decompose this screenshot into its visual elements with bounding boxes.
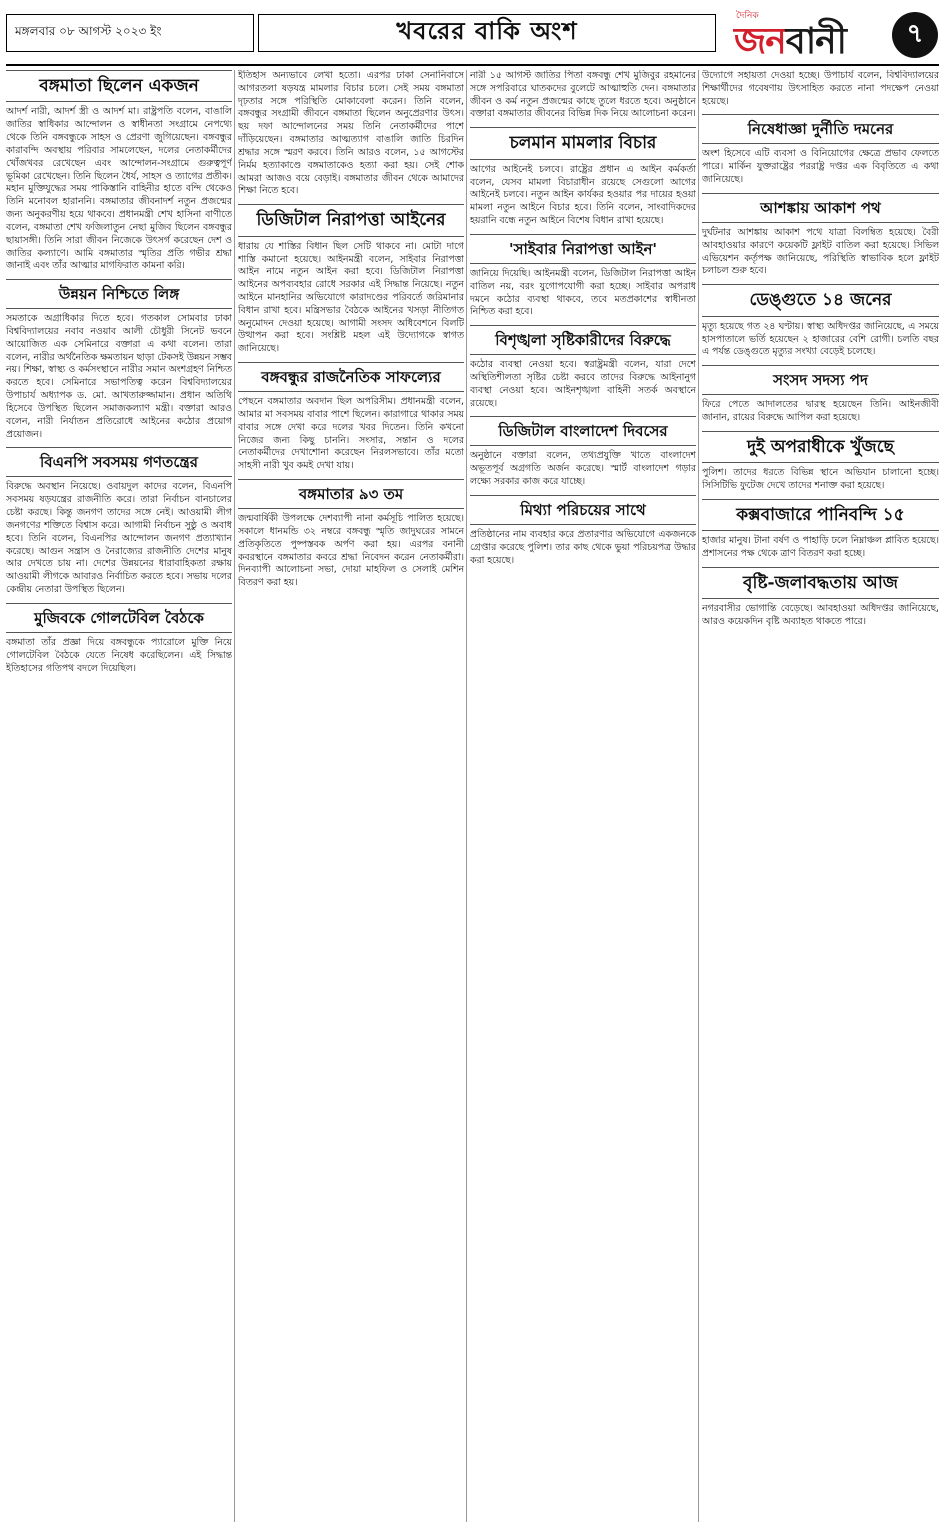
story-headline: বৃষ্টি-জলাবদ্ধতায় আজ bbox=[702, 567, 939, 599]
logo-wordmark-part-b: বানী bbox=[785, 20, 846, 62]
story-body: ইতিহাস অন্যভাবে লেখা হতো। এরপর ঢাকা সেনানিবাসে আগরতলা ষড়যন্ত্র মামলার বিচার চলে। সেই সময় বঙ্গমাতা দৃঢ়তার সঙ্গে পরিস্থিতি মোকাবেলা করেন। তিনি বলেন, বঙ্গবন্ধুর সংগ্রামী জীবনে বঙ্গমাতা ছিলেন অনুপ্রেরণার উৎস। ছয় দফা আন্দোলনের সময় তিনি নেতাকর্মীদের পাশে দাঁড়িয়েছেন। বঙ্গমাতার আত্মত্যাগ বাঙালি জাতি চিরদিন শ্রদ্ধার সঙ্গে স্মরণ করবে। তিনি আরও বলেন, ১৫ আগস্টের নির্মম হত্যাকাণ্ডে বঙ্গমাতাকেও হত্যা করা হয়। সেই শোক আমরা আজও বয়ে বেড়াই। বঙ্গমাতার জীবন থেকে আমাদের শিক্ষা নিতে হবে। bbox=[238, 70, 464, 197]
story-body: পেছনে বঙ্গমাতার অবদান ছিল অপরিসীম। প্রধানমন্ত্রী বলেন, আমার মা সবসময় বাবার পাশে ছিলেন। কারাগারে থাকার সময় বাবার সঙ্গে দেখা করে দলের খবর দিতেন। তিনি কখনো নিজের জন্য কিছু চাননি। সংসার, সন্তান ও দলের নেতাকর্মীদের দেখাশোনা করেছেন নিরলসভাবে। তাঁর মতো সাহসী নারী খুব কমই দেখা যায়। bbox=[238, 396, 464, 472]
story-headline: দুই অপরাধীকে খুঁজছে bbox=[702, 431, 939, 463]
story bbox=[238, 362, 464, 473]
story-body: জানিয়ে দিয়েছি। আইনমন্ত্রী বলেন, ডিজিটাল নিরাপত্তা আইন বাতিল নয়, বরং যুগোপযোগী করা হচ্ছে। সাইবার অপরাধ দমনে কঠোর ব্যবস্থা থাকবে, তবে মতপ্রকাশের স্বাধীনতা নিশ্চিত করা হবে। bbox=[470, 267, 696, 318]
story-body: দুর্ঘটনার আশঙ্কায় আকাশ পথে যাত্রা বিলম্বিত হয়েছে। বৈরী আবহাওয়ার কারণে কয়েকটি ফ্লাইট বাতিল করা হয়েছে। সিভিল এভিয়েশন কর্তৃপক্ষ জানিয়েছে, পরিস্থিতি স্বাভাবিক হলে ফ্লাইট চলাচল শুরু হবে। bbox=[702, 226, 939, 277]
story-headline: বিএনপি সবসময় গণতন্ত্রের bbox=[6, 447, 232, 477]
story-body: মৃত্যু হয়েছে গত ২৪ ঘণ্টায়। স্বাস্থ্য অধিদপ্তর জানিয়েছে, এ সময়ে হাসপাতালে ভর্তি হয়েছেন ২ হাজারের বেশি রোগী। চলতি বছর এ পর্যন্ত ডেঙ্গুতে মৃত্যুর সংখ্যা বেড়েই চলেছে। bbox=[702, 320, 939, 358]
story-body: বিরুদ্ধে অবস্থান নিয়েছে। ওবায়দুল কাদের বলেন, বিএনপি সবসময় ষড়যন্ত্রের রাজনীতি করে। তারা নির্বাচন বানচালের চেষ্টা করছে। কিন্তু জনগণ তাদের সঙ্গে নেই। আওয়ামী লীগ জনগণের শক্তিতে বিশ্বাস করে। আগামী নির্বাচন সুষ্ঠু ও অবাধ হবে। তিনি বলেন, বিএনপির আন্দোলন জনগণ প্রত্যাখ্যান করেছে। আগুন সন্ত্রাস ও নৈরাজ্যের রাজনীতি দেশের মানুষ আর দেখতে চায় না। দেশের উন্নয়নের ধারাবাহিকতা রক্ষায় আওয়ামী লীগকে আবারও নির্বাচিত করতে হবে। সভায় দলের কেন্দ্রীয় নেতারা উপস্থিত ছিলেন। bbox=[6, 481, 232, 596]
story-body: ধারায় যে শাস্তির বিধান ছিল সেটি থাকবে না। মোটা দাগে শাস্তি কমানো হয়েছে। আইনমন্ত্রী বলেন, সাইবার নিরাপত্তা আইন নামে নতুন আইন করা হবে। ডিজিটাল নিরাপত্তা আইনের অপব্যবহার রোধে সরকার এই সিদ্ধান্ত নিয়েছে। নতুন আইনে মানহানির অভিযোগে কারাদণ্ডের পরিবর্তে জরিমানার বিধান রাখা হবে। মন্ত্রিসভার বৈঠকে আইনের খসড়া নীতিগত অনুমোদন দেওয়া হয়েছে। আগামী সংসদ অধিবেশনে বিলটি উত্থাপন করা হবে। সংশ্লিষ্ট মহল এই উদ্যোগকে স্বাগত জানিয়েছে। bbox=[238, 240, 464, 355]
story-headline: মিথ্যা পরিচয়ের সাথে bbox=[470, 495, 696, 525]
column-4 bbox=[702, 70, 939, 1522]
column-2 bbox=[238, 70, 464, 1522]
story-body: হাজার মানুষ। টানা বর্ষণ ও পাহাড়ি ঢলে নিম্নাঞ্চল প্লাবিত হয়েছে। প্রশাসনের পক্ষ থেকে ত্রাণ বিতরণ করা হচ্ছে। bbox=[702, 535, 939, 560]
story-headline: মুজিবকে গোলটেবিল বৈঠকে bbox=[6, 603, 232, 633]
story-headline: কক্সবাজারে পানিবন্দি ১৫ bbox=[702, 499, 939, 531]
story bbox=[702, 70, 939, 108]
story-headline: আশঙ্কায় আকাশ পথ bbox=[702, 193, 939, 223]
story-body: বঙ্গমাতা তাঁর প্রজ্ঞা দিয়ে বঙ্গবন্ধুকে প্যারোলে মুক্তি নিয়ে গোলটেবিল বৈঠকে যেতে নিষেধ করেছিলেন। এই সিদ্ধান্ত ইতিহাসের গতিপথ বদলে দিয়েছিল। bbox=[6, 636, 232, 674]
story bbox=[6, 447, 232, 596]
story-headline: চলমান মামলার বিচার bbox=[470, 127, 696, 159]
story bbox=[702, 284, 939, 359]
story-body: আদর্শ নারী, আদর্শ স্ত্রী ও আদর্শ মা। রাষ্ট্রপতি বলেন, বাঙালি জাতির স্বাধিকার আন্দোলন ও স্বাধীনতা সংগ্রামে নেপথ্যে থেকে তিনি বঙ্গবন্ধুকে সাহস ও প্রেরণা জুগিয়েছেন। বঙ্গবন্ধুর কারাবন্দি অবস্থায় পরিবার সামলেছেন, দলের নেতাকর্মীদের খোঁজখবর রেখেছেন এবং আন্দোলন-সংগ্রামে গুরুত্বপূর্ণ ভূমিকা রেখেছেন। তিনি ছিলেন ধৈর্য, সাহস ও ত্যাগের প্রতীক। মহান মুক্তিযুদ্ধের সময় পাকিস্তানি বাহিনীর হাতে বন্দি থেকেও তিনি মনোবল হারাননি। বঙ্গমাতার জীবনাদর্শ নতুন প্রজন্মের জন্য অনুকরণীয় হয়ে থাকবে। প্রধানমন্ত্রী শেখ হাসিনা বাণীতে বলেন, বঙ্গমাতা শেখ ফজিলাতুন নেছা মুজিব ছিলেন বঙ্গবন্ধুর ছায়াসঙ্গী। তিনি সারা জীবন নিজেকে উৎসর্গ করেছেন দেশ ও জাতির কল্যাণে। আমি বঙ্গমাতার স্মৃতির প্রতি গভীর শ্রদ্ধা জানাই এবং তাঁর আত্মার মাগফিরাত কামনা করি। bbox=[6, 106, 232, 272]
story-body: সমতাকে অগ্রাধিকার দিতে হবে। গতকাল সোমবার ঢাকা বিশ্ববিদ্যালয়ের নবাব নওয়াব আলী চৌধুরী সিনেট ভবনে আয়োজিত এক সেমিনারে বক্তারা এ কথা বলেন। তারা বলেন, নারীর অর্থনৈতিক ক্ষমতায়ন ছাড়া টেকসই উন্নয়ন সম্ভব নয়। শিক্ষা, স্বাস্থ্য ও কর্মসংস্থানে নারীর সমান অংশগ্রহণ নিশ্চিত করতে হবে। সেমিনারে সভাপতিত্ব করেন বিশ্ববিদ্যালয়ের উপাচার্য অধ্যাপক ড. মো. আখতারুজ্জামান। প্রধান অতিথি হিসেবে উপস্থিত ছিলেন সমাজকল্যাণ মন্ত্রী। বক্তারা আরও বলেন, নারী নির্যাতন প্রতিরোধে আইনের কঠোর প্রয়োগ প্রয়োজন। bbox=[6, 313, 232, 440]
issue-date: মঙ্গলবার ০৮ আগস্ট ২০২৩ ইং bbox=[6, 14, 254, 52]
page-number-badge: ৭ bbox=[892, 12, 938, 58]
column-1 bbox=[6, 70, 232, 1522]
story bbox=[702, 193, 939, 278]
story-headline: 'সাইবার নিরাপত্তা আইন' bbox=[470, 234, 696, 264]
story bbox=[6, 279, 232, 441]
story bbox=[470, 495, 696, 567]
story bbox=[702, 365, 939, 425]
story bbox=[6, 603, 232, 675]
column-divider bbox=[234, 70, 235, 1522]
story-body: উদ্যোগে সহায়তা দেওয়া হচ্ছে। উপাচার্য বলেন, বিশ্ববিদ্যালয়ের শিক্ষার্থীদের গবেষণায় উৎসাহিত করতে নানা পদক্ষেপ নেওয়া হয়েছে। bbox=[702, 70, 939, 107]
story-headline: বঙ্গমাতা ছিলেন একজন bbox=[6, 70, 232, 102]
story-headline: ডিজিটাল বাংলাদেশ দিবসের bbox=[470, 416, 696, 446]
story bbox=[470, 325, 696, 410]
story-body: ফিরে পেতে আদালতের দ্বারস্থ হয়েছেন তিনি। আইনজীবী জানান, রায়ের বিরুদ্ধে আপিল করা হয়েছে। bbox=[702, 399, 939, 423]
story bbox=[470, 234, 696, 319]
story-headline: বঙ্গবন্ধুর রাজনৈতিক সাফল্যের bbox=[238, 362, 464, 392]
story-body: নারী ১৫ আগস্ট জাতির পিতা বঙ্গবন্ধু শেখ মুজিবুর রহমানের সঙ্গে সপরিবারে ঘাতকদের বুলেটে আত্মাহুতি দেন। বঙ্গমাতার জীবন ও কর্ম নতুন প্রজন্মের কাছে তুলে ধরতে হবে। অনুষ্ঠানে বক্তারা বঙ্গমাতার জীবনের বিভিন্ন দিক নিয়ে আলোচনা করেন। bbox=[470, 70, 696, 120]
story bbox=[702, 567, 939, 629]
story-headline: উন্নয়ন নিশ্চিতে লিঙ্গ bbox=[6, 279, 232, 309]
story bbox=[238, 479, 464, 590]
story-body: জন্মবার্ষিকী উপলক্ষে দেশব্যাপী নানা কর্মসূচি পালিত হয়েছে। সকালে ধানমন্ডি ৩২ নম্বরে বঙ্গবন্ধু স্মৃতি জাদুঘরের সামনে প্রতিকৃতিতে পুষ্পস্তবক অর্পণ করা হয়। এরপর বনানী কবরস্থানে বঙ্গমাতার কবরে শ্রদ্ধা নিবেদন করেন নেতাকর্মীরা। দিনব্যাপী আলোচনা সভা, দোয়া মাহফিল ও সেলাই মেশিন বিতরণ করা হয়। bbox=[238, 513, 464, 589]
story-body: পুলিশ। তাদের ধরতে বিভিন্ন স্থানে অভিযান চালানো হচ্ছে। সিসিটিভি ফুটেজ দেখে তাদের শনাক্ত করা হয়েছে। bbox=[702, 467, 939, 492]
story bbox=[470, 416, 696, 488]
story-body: নগরবাসীর ভোগান্তি বেড়েছে। আবহাওয়া অধিদপ্তর জানিয়েছে, আরও কয়েকদিন বৃষ্টি অব্যাহত থাকতে পারে। bbox=[702, 603, 939, 628]
story bbox=[702, 499, 939, 561]
story-body: অনুষ্ঠানে বক্তারা বলেন, তথ্যপ্রযুক্তি খাতে বাংলাদেশ অভূতপূর্ব অগ্রগতি অর্জন করেছে। স্মার্ট বাংলাদেশ গড়ার লক্ষ্যে সরকার কাজ করে যাচ্ছে। bbox=[470, 450, 696, 488]
story-body: অংশ হিসেবে এটি ব্যবসা ও বিনিয়োগের ক্ষেত্রে প্রভাব ফেলতে পারে। মার্কিন যুক্তরাষ্ট্রের পররাষ্ট্র দপ্তর এক বিবৃতিতে এ কথা জানিয়েছে। bbox=[702, 148, 939, 186]
story bbox=[238, 70, 464, 198]
section-title: খবরের বাকি অংশ bbox=[258, 14, 716, 52]
story-headline: সংসদ সদস্য পদ bbox=[702, 365, 939, 395]
story bbox=[470, 127, 696, 228]
story-headline: নিষেধাজ্ঞা দুর্নীতি দমনের bbox=[702, 114, 939, 144]
story bbox=[702, 114, 939, 186]
story-body: প্রতিষ্ঠানের নাম ব্যবহার করে প্রতারণার অভিযোগে একজনকে গ্রেপ্তার করেছে পুলিশ। তার কাছ থেকে ভুয়া পরিচয়পত্র উদ্ধার করা হয়েছে। bbox=[470, 528, 696, 566]
story-body: আগের আইনেই চলবে। রাষ্ট্রের প্রধান এ আইন কর্মকর্তা বলেন, যেসব মামলা বিচারাধীন রয়েছে সেগুলো আগের আইনেই চলবে। নতুন আইন কার্যকর হওয়ার পর দায়ের হওয়া মামলা নতুন আইনে বিচার হবে। তিনি বলেন, সাংবাদিকদের হয়রানি বন্ধে নতুন আইনে বিশেষ বিধান রাখা হয়েছে। bbox=[470, 163, 696, 227]
story bbox=[238, 204, 464, 356]
column-divider bbox=[466, 70, 467, 1522]
story-headline: ডিজিটাল নিরাপত্তা আইনের bbox=[238, 204, 464, 236]
story bbox=[6, 70, 232, 273]
newspaper-logo bbox=[730, 6, 880, 62]
story bbox=[470, 70, 696, 121]
column-divider bbox=[698, 70, 699, 1522]
story bbox=[702, 431, 939, 493]
logo-wordmark-part-a: জন bbox=[734, 20, 786, 62]
story-headline: বঙ্গমাতার ৯৩ তম bbox=[238, 479, 464, 509]
story-headline: ডেঙ্গুতে ১৪ জনের bbox=[702, 284, 939, 316]
logo-tagline: দৈনিক bbox=[736, 11, 759, 21]
masthead bbox=[6, 6, 939, 64]
column-3 bbox=[470, 70, 696, 1522]
story-body: কঠোর ব্যবস্থা নেওয়া হবে। স্বরাষ্ট্রমন্ত্রী বলেন, যারা দেশে অস্থিতিশীলতা সৃষ্টির চেষ্টা করবে তাদের বিরুদ্ধে আইনানুগ ব্যবস্থা নেওয়া হবে। আইনশৃঙ্খলা বাহিনী সতর্ক অবস্থানে রয়েছে। bbox=[470, 359, 696, 409]
story-headline: বিশৃঙ্খলা সৃষ্টিকারীদের বিরুদ্ধে bbox=[470, 325, 696, 355]
top-rule bbox=[6, 64, 939, 66]
